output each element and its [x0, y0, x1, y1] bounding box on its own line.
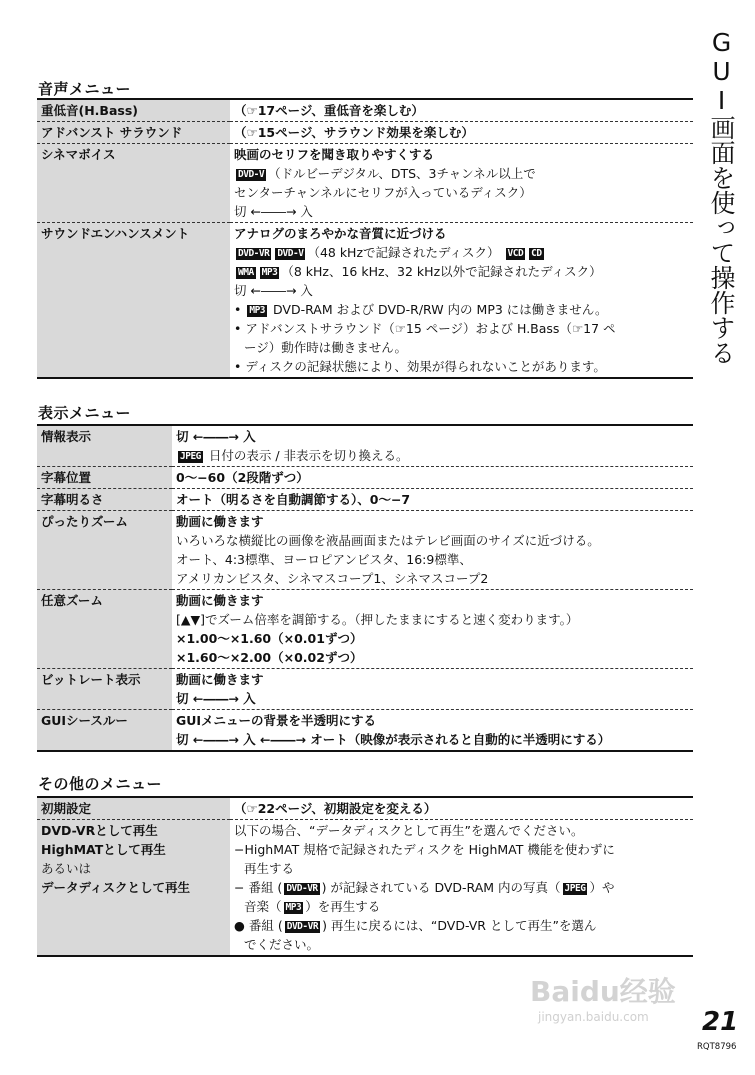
- setting-label: [37, 223, 230, 379]
- table-row: [37, 820, 693, 957]
- description-line: [234, 799, 689, 818]
- description-text: − 番組 (: [234, 880, 283, 895]
- description-text: • ディスクの記録状態により、効果が得られないことがあります。: [234, 359, 606, 374]
- description-text: 切 ←――→ 入: [234, 204, 313, 219]
- watermark-url: jingyan.baidu.com: [538, 1010, 649, 1024]
- table-row: [37, 710, 693, 752]
- description-line: [234, 145, 689, 164]
- description-text: 映画のセリフを聞き取りやすくする: [234, 147, 435, 162]
- description-line: [234, 243, 689, 262]
- setting-description: [172, 467, 693, 489]
- description-line: [176, 531, 689, 550]
- setting-label: [37, 590, 172, 669]
- description-text: （ドルビーデジタル、DTS、3チャンネル以上で: [268, 166, 536, 181]
- setting-label: [37, 669, 172, 710]
- disc-type-badge: DVD-VR: [238, 248, 270, 259]
- model-code: RQT8796: [697, 1042, 737, 1052]
- description-text: 日付の表示 / 非表示を切り換える。: [204, 448, 409, 463]
- description-text: 動画に働きます: [176, 593, 264, 608]
- label-text: サウンドエンハンスメント: [41, 226, 190, 241]
- description-line: [176, 689, 689, 708]
- description-text: • アドバンストサラウンド（☞15 ページ）および H.Bass（☞17 ペ: [234, 321, 616, 336]
- disc-type-badge: DVD-V: [277, 248, 304, 259]
- description-text: でください。: [244, 937, 320, 952]
- table-row: [37, 144, 693, 223]
- section-title-audio: 音声メニュー: [38, 80, 132, 98]
- description-text: ) が記録されている DVD-RAM 内の写真（: [321, 880, 561, 895]
- label-text: ビットレート表示: [41, 672, 141, 687]
- description-text: ● 番組 (: [234, 918, 283, 933]
- setting-label: [37, 489, 172, 511]
- setting-label: [37, 820, 230, 957]
- description-line: [234, 224, 689, 243]
- description-line: [234, 338, 689, 357]
- page-number: 21: [702, 1007, 739, 1037]
- setting-description: [172, 511, 693, 590]
- description-line: [234, 878, 689, 897]
- description-text: （8 kHz、16 kHz、32 kHz以外で記録されたディスク）: [281, 264, 602, 279]
- description-text: 動画に働きます: [176, 672, 264, 687]
- disc-type-badge: JPEG: [180, 451, 201, 462]
- description-text: （☞22ページ、初期設定を変える）: [234, 801, 437, 816]
- description-text: いろいろな横縦比の画像を液晶画面またはテレビ画面のサイズに近づける。: [176, 533, 600, 548]
- label-text: 字幕明るさ: [41, 492, 104, 507]
- description-line: [234, 319, 689, 338]
- disc-type-badge: CD: [531, 248, 542, 259]
- disc-type-badge: JPEG: [564, 883, 586, 894]
- description-text: 切 ←――→ 入: [234, 283, 313, 298]
- description-text: 再生する: [244, 861, 295, 876]
- description-line: [234, 123, 689, 142]
- setting-label: [37, 710, 172, 752]
- description-line: [176, 629, 689, 648]
- label-text: シネマボイス: [41, 147, 116, 162]
- description-line: [234, 840, 689, 859]
- setting-label: [37, 144, 230, 223]
- table-row: [37, 122, 693, 144]
- table-row: [37, 467, 693, 489]
- description-line: [234, 357, 689, 376]
- description-line: [176, 711, 689, 730]
- description-text: 切 ←――→ 入: [176, 429, 256, 444]
- description-text: 音楽（: [244, 899, 282, 914]
- description-text: （☞17ページ、重低音を楽しむ）: [234, 103, 424, 118]
- watermark-logo: Baidu经验: [530, 975, 676, 1008]
- label-text: データディスクとして再生: [41, 880, 191, 895]
- label-text: 情報表示: [41, 429, 92, 444]
- description-line: [234, 897, 689, 916]
- description-text: （48 kHzで記録されたディスク）: [307, 245, 504, 260]
- setting-label: [37, 797, 230, 820]
- description-text: [▲▼]でズーム倍率を調節する。（押したままにすると速く変わります。）: [176, 612, 579, 627]
- table-row: [37, 425, 693, 467]
- label-text: 重低音(H.Bass): [41, 103, 138, 118]
- description-text: ×1.60〜×2.00（×0.02ずつ）: [176, 650, 363, 665]
- description-line: [176, 446, 689, 465]
- description-line: [176, 648, 689, 667]
- display-menu-table: [37, 424, 693, 752]
- description-line: [176, 730, 689, 749]
- description-text: センターチャンネルにセリフが入っているディスク）: [234, 185, 532, 200]
- description-line: [234, 202, 689, 221]
- setting-label: [37, 122, 230, 144]
- setting-description: [230, 144, 693, 223]
- description-line: [176, 490, 689, 509]
- disc-type-badge: DVD-VR: [286, 883, 318, 894]
- description-line: [176, 427, 689, 446]
- table-row: [37, 590, 693, 669]
- description-line: [176, 512, 689, 531]
- label-text: 初期設定: [41, 801, 92, 816]
- description-text: ) 再生に戻るには、“DVD-VR として再生”を選ん: [322, 918, 597, 933]
- description-line: [176, 468, 689, 487]
- label-text: HighMATとして再生: [41, 842, 166, 857]
- label-text: ぴったりズーム: [41, 514, 128, 529]
- description-text: 切 ←――→ 入: [176, 691, 256, 706]
- description-text: オート（明るさを自動調節する）、0〜−7: [176, 492, 411, 507]
- description-text: GUIメニューの背景を半透明にする: [176, 713, 377, 728]
- description-text: 切 ←――→ 入 ←――→ オート（映像が表示されると自動的に半透明にする）: [176, 732, 611, 747]
- setting-label: [37, 99, 230, 122]
- setting-label: [37, 425, 172, 467]
- section-title-display: 表示メニュー: [38, 404, 132, 422]
- table-row: [37, 489, 693, 511]
- description-text: 動画に働きます: [176, 514, 264, 529]
- table-row: [37, 669, 693, 710]
- description-text: ×1.00〜×1.60（×0.01ずつ）: [176, 631, 363, 646]
- setting-description: [230, 797, 693, 820]
- description-text: 0〜−60（2段階ずつ）: [176, 470, 309, 485]
- description-line: [176, 610, 689, 629]
- description-text: オート、4:3標準、ヨーロピアンビスタ、16:9標準、: [176, 552, 472, 567]
- description-line: [234, 164, 689, 183]
- table-row: [37, 223, 693, 379]
- description-text: ージ）動作時は働きません。: [244, 340, 408, 355]
- table-row: [37, 99, 693, 122]
- description-text: DVD-RAM および DVD-R/RW 内の MP3 には働きません。: [269, 302, 608, 317]
- description-text: アナログのまろやかな音質に近づける: [234, 226, 447, 241]
- description-text: 以下の場合、“データディスクとして再生”を選んでください。: [234, 823, 584, 838]
- other-menu-table: [37, 796, 693, 957]
- label-text: GUIシースルー: [41, 713, 128, 728]
- disc-type-badge: DVD-V: [238, 169, 265, 180]
- setting-description: [230, 99, 693, 122]
- label-text: あるいは: [41, 861, 92, 876]
- description-line: [234, 300, 689, 319]
- description-line: [234, 183, 689, 202]
- description-line: [176, 569, 689, 588]
- table-row: [37, 511, 693, 590]
- section-title-other: その他のメニュー: [38, 775, 163, 793]
- description-line: [234, 916, 689, 935]
- table-row: [37, 797, 693, 820]
- description-text: •: [234, 302, 246, 317]
- setting-description: [230, 122, 693, 144]
- disc-type-badge: DVD-VR: [286, 921, 319, 932]
- description-text: （☞15ページ、サラウンド効果を楽しむ）: [234, 125, 474, 140]
- setting-label: [37, 467, 172, 489]
- label-text: 任意ズーム: [41, 593, 103, 608]
- setting-description: [172, 710, 693, 752]
- disc-type-badge: WMA: [238, 267, 254, 278]
- setting-description: [172, 425, 693, 467]
- setting-description: [230, 820, 693, 957]
- disc-type-badge: MP3: [285, 902, 302, 913]
- side-chapter-title: GUI画面を使って操作する: [707, 28, 736, 365]
- disc-type-badge: MP3: [261, 267, 278, 278]
- description-line: [176, 550, 689, 569]
- disc-type-badge: VCD: [507, 248, 524, 259]
- setting-description: [172, 669, 693, 710]
- description-line: [234, 935, 689, 954]
- description-line: [234, 281, 689, 300]
- description-text: −HighMAT 規格で記録されたディスクを HighMAT 機能を使わずに: [234, 842, 615, 857]
- description-line: [234, 859, 689, 878]
- description-text: ）を再生する: [305, 899, 381, 914]
- disc-type-badge: MP3: [249, 305, 266, 316]
- description-line: [234, 262, 689, 281]
- label-text: DVD-VRとして再生: [41, 823, 158, 838]
- setting-label: [37, 511, 172, 590]
- description-line: [176, 591, 689, 610]
- description-line: [176, 670, 689, 689]
- description-text: ）や: [589, 880, 615, 895]
- label-text: 字幕位置: [41, 470, 92, 485]
- setting-description: [172, 489, 693, 511]
- setting-description: [230, 223, 693, 379]
- setting-description: [172, 590, 693, 669]
- description-line: [234, 101, 689, 120]
- audio-menu-table: [37, 98, 693, 379]
- label-text: アドバンスト サラウンド: [41, 125, 183, 140]
- description-line: [234, 821, 689, 840]
- description-text: アメリカンビスタ、シネマスコープ1、シネマスコープ2: [176, 571, 489, 586]
